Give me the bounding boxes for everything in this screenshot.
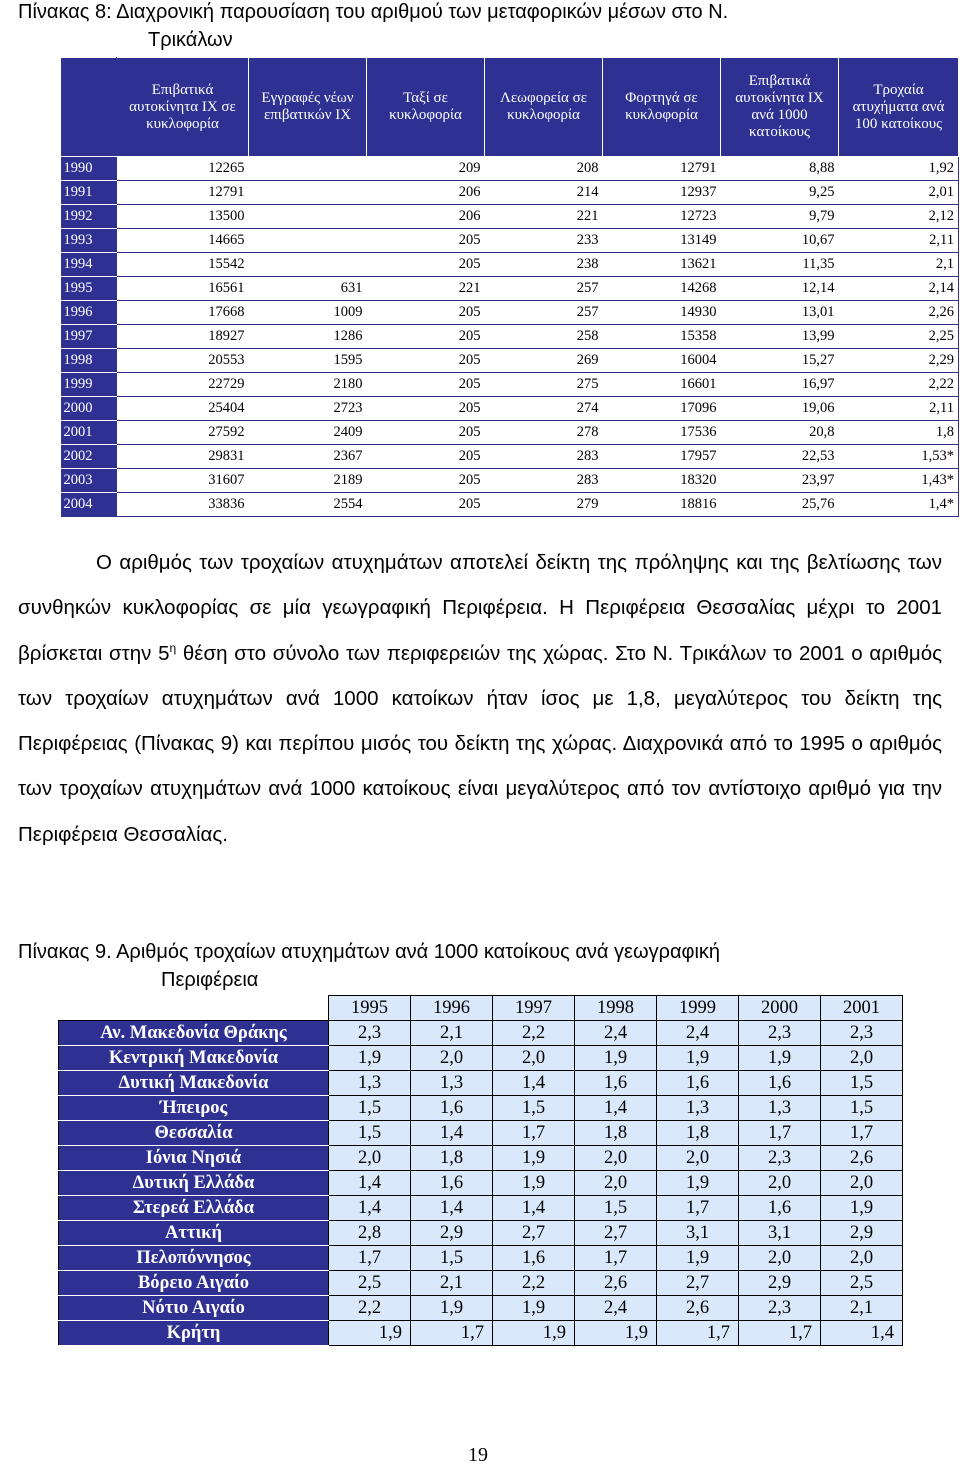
- table8-cell: 257: [485, 277, 603, 301]
- table8-cell: 283: [485, 445, 603, 469]
- table9-value-cell: 2,1: [411, 1021, 493, 1046]
- table8-year-cell: 2004: [61, 493, 117, 517]
- table8-year-cell: 2001: [61, 421, 117, 445]
- table8-cell: 15542: [117, 253, 249, 277]
- table9-value-cell: 2,8: [329, 1221, 411, 1246]
- table8-cell: 13621: [603, 253, 721, 277]
- table8-cell: 2180: [249, 373, 367, 397]
- table9-value-cell: 2,5: [329, 1271, 411, 1296]
- table8-year-cell: 1998: [61, 349, 117, 373]
- table8-cell: 13500: [117, 205, 249, 229]
- table9-value-cell: 2,3: [821, 1021, 903, 1046]
- table8-header-row: [61, 58, 959, 157]
- table8-cell: 2554: [249, 493, 367, 517]
- table8-row: [61, 157, 959, 181]
- table9-value-cell: 2,0: [821, 1246, 903, 1271]
- table9-row: [59, 1321, 903, 1346]
- table8-cell: 25,76: [721, 493, 839, 517]
- table9-value-cell: 1,6: [739, 1196, 821, 1221]
- table9-row: [59, 1046, 903, 1071]
- table9-value-cell: 1,9: [821, 1196, 903, 1221]
- table9-region-cell: Αττική: [59, 1221, 329, 1246]
- table8-year-cell: 1991: [61, 181, 117, 205]
- table8-cell: 214: [485, 181, 603, 205]
- table9-value-cell: 2,5: [821, 1271, 903, 1296]
- table8-cell: 29831: [117, 445, 249, 469]
- table8-cell: 2,1: [839, 253, 959, 277]
- table9-region-cell: Στερεά Ελλάδα: [59, 1196, 329, 1221]
- table9-row: [59, 1171, 903, 1196]
- table9-value-cell: 2,7: [657, 1271, 739, 1296]
- table8-cell: 12791: [603, 157, 721, 181]
- table8-cell: 2723: [249, 397, 367, 421]
- table9-value-cell: 2,1: [411, 1271, 493, 1296]
- table9-regions: [58, 995, 903, 1346]
- table9-value-cell: 1,9: [575, 1046, 657, 1071]
- table8-column-header: Επιβατικά αυτοκίνητα ΙΧ σε κυκλοφορία: [117, 58, 249, 157]
- table8-year-cell: 2003: [61, 469, 117, 493]
- table8-year-cell: 1994: [61, 253, 117, 277]
- table8-cell: 33836: [117, 493, 249, 517]
- table8-cell: [249, 253, 367, 277]
- table8-cell: 20,8: [721, 421, 839, 445]
- table9-value-cell: 1,6: [411, 1171, 493, 1196]
- table8-row: [61, 253, 959, 277]
- table8-cell: 275: [485, 373, 603, 397]
- table9-value-cell: 1,4: [493, 1071, 575, 1096]
- table8-cell: 16004: [603, 349, 721, 373]
- table9-value-cell: 1,3: [329, 1071, 411, 1096]
- table9-row: [59, 1121, 903, 1146]
- table8-cell: 15,27: [721, 349, 839, 373]
- table8-cell: 2,29: [839, 349, 959, 373]
- table8-cell: 12265: [117, 157, 249, 181]
- table9-region-cell: Κεντρική Μακεδονία: [59, 1046, 329, 1071]
- table8-cell: 14665: [117, 229, 249, 253]
- table8-cell: 10,67: [721, 229, 839, 253]
- table8-row: [61, 493, 959, 517]
- table9-year-header: 2001: [821, 996, 903, 1021]
- table9-value-cell: 2,3: [739, 1146, 821, 1171]
- table9-value-cell: 2,2: [329, 1296, 411, 1321]
- table9-value-cell: 1,5: [493, 1096, 575, 1121]
- table8-cell: 17536: [603, 421, 721, 445]
- table8-column-header: Επιβατικά αυτοκίνητα ΙΧ ανά 1000 κατοίκους: [721, 58, 839, 157]
- table9-value-cell: 1,8: [575, 1121, 657, 1146]
- table9-value-cell: 2,0: [411, 1046, 493, 1071]
- table9-year-header: 1999: [657, 996, 739, 1021]
- table8-cell: 205: [367, 349, 485, 373]
- table8-column-header: Τροχαία ατυχήματα ανά 100 κατοίκους: [839, 58, 959, 157]
- table8-cell: 2,22: [839, 373, 959, 397]
- table8-cell: 1,4*: [839, 493, 959, 517]
- table8-cell: 14930: [603, 301, 721, 325]
- table8-row: [61, 373, 959, 397]
- table8-year-cell: 2000: [61, 397, 117, 421]
- table8-cell: 1286: [249, 325, 367, 349]
- paragraph-text-part1: Ο αριθμός των τροχαίων ατυχημάτων αποτελεί δείκτη της πρόληψης και της βελτίωσης των συνθηκών κυκλοφορίας σε μία γεωγραφική Περιφέρεια. Η Περιφέρεια Θεσσαλίας μέχρι το 2001 βρίσκεται στην 5: [18, 551, 942, 665]
- table9-body: [59, 1021, 903, 1346]
- table8-cell: 23,97: [721, 469, 839, 493]
- table8-cell: 269: [485, 349, 603, 373]
- table9-header-row: [59, 996, 903, 1021]
- table8-year-cell: 1993: [61, 229, 117, 253]
- paragraph-text-part2: θέση στο σύνολο των περιφερειών της χώρας. Στο Ν. Τρικάλων το 2001 ο αριθμός των τροχαίων ατυχημάτων ανά 1000 κατοίκων ήταν ίσος με 1,8, μεγαλύτερος του δείκτη της Περιφέρειας (Πίνακας 9) και περίπου μισός του δείκτη της χώρας. Διαχρονικά από το 1995 ο αριθμός των τροχαίων ατυχημάτων ανά 1000 κατοίκους είναι μεγαλύτερος από τον αντίστοιχο αριθμό για την Περιφέρεια Θεσσαλίας.: [18, 641, 942, 846]
- table8-cell: 205: [367, 229, 485, 253]
- table9-value-cell: 1,9: [739, 1046, 821, 1071]
- table8-cell: 8,88: [721, 157, 839, 181]
- table9-row: [59, 1296, 903, 1321]
- table9-value-cell: 2,9: [411, 1221, 493, 1246]
- table9-value-cell: 2,7: [575, 1221, 657, 1246]
- table8-cell: 205: [367, 421, 485, 445]
- table9-value-cell: 1,6: [411, 1096, 493, 1121]
- table8-cell: 16601: [603, 373, 721, 397]
- table9-corner-cell: [59, 996, 329, 1021]
- table9-value-cell: 1,4: [575, 1096, 657, 1121]
- table9-value-cell: 1,7: [575, 1246, 657, 1271]
- table9-value-cell: 1,7: [493, 1121, 575, 1146]
- ordinal-superscript: η: [169, 640, 177, 655]
- table9-value-cell: 1,7: [657, 1321, 739, 1346]
- table9-row: [59, 1071, 903, 1096]
- table8-cell: 19,06: [721, 397, 839, 421]
- table8-cell: 221: [485, 205, 603, 229]
- table8-cell: 13149: [603, 229, 721, 253]
- table8-cell: 12723: [603, 205, 721, 229]
- table9-value-cell: 1,5: [821, 1096, 903, 1121]
- table8-cell: 2,12: [839, 205, 959, 229]
- table8-year-cell: 1999: [61, 373, 117, 397]
- table8-year-cell: 1990: [61, 157, 117, 181]
- table8-cell: 1,92: [839, 157, 959, 181]
- table8-cell: 208: [485, 157, 603, 181]
- table9-value-cell: 2,0: [821, 1046, 903, 1071]
- table9-value-cell: 2,4: [575, 1021, 657, 1046]
- table8-cell: 2,14: [839, 277, 959, 301]
- table9-value-cell: 2,0: [739, 1171, 821, 1196]
- table8-corner-cell: [61, 58, 117, 157]
- table9-value-cell: 1,6: [493, 1246, 575, 1271]
- table9-value-cell: 2,3: [739, 1021, 821, 1046]
- table9-row: [59, 1271, 903, 1296]
- table9-value-cell: 2,6: [821, 1146, 903, 1171]
- table8-cell: 2409: [249, 421, 367, 445]
- table9-value-cell: 1,7: [329, 1246, 411, 1271]
- table8-row: [61, 397, 959, 421]
- table8-cell: 206: [367, 181, 485, 205]
- table8-row: [61, 349, 959, 373]
- table9-value-cell: 1,4: [411, 1196, 493, 1221]
- table8-cell: 205: [367, 301, 485, 325]
- table9-value-cell: 1,4: [411, 1121, 493, 1146]
- table9-value-cell: 2,9: [739, 1271, 821, 1296]
- table9-value-cell: 2,0: [575, 1146, 657, 1171]
- table9-value-cell: 1,9: [329, 1321, 411, 1346]
- table8-row: [61, 181, 959, 205]
- table9-region-cell: Δυτική Μακεδονία: [59, 1071, 329, 1096]
- table8-cell: 2,11: [839, 397, 959, 421]
- table9-region-cell: Δυτική Ελλάδα: [59, 1171, 329, 1196]
- table9-value-cell: 2,3: [739, 1296, 821, 1321]
- table8-cell: 16561: [117, 277, 249, 301]
- table8-cell: 22729: [117, 373, 249, 397]
- table9-value-cell: 1,3: [411, 1071, 493, 1096]
- table9-value-cell: 2,3: [329, 1021, 411, 1046]
- table8-cell: 205: [367, 493, 485, 517]
- table8-title-continued: Τρικάλων: [148, 29, 233, 51]
- table9-region-cell: Νότιο Αιγαίο: [59, 1296, 329, 1321]
- table8-cell: 2367: [249, 445, 367, 469]
- table9-year-header: 1995: [329, 996, 411, 1021]
- table9-value-cell: 2,0: [575, 1171, 657, 1196]
- table8-year-cell: 1995: [61, 277, 117, 301]
- table9-caption: Πίνακας 9. Αριθμός τροχαίων ατυχημάτων ανά 1000 κατοίκους ανά γεωγραφική: [18, 941, 721, 963]
- table9-value-cell: 1,6: [739, 1071, 821, 1096]
- table9-value-cell: 2,2: [493, 1021, 575, 1046]
- table8-year-cell: 1996: [61, 301, 117, 325]
- table8-column-header: Φορτηγά σε κυκλοφορία: [603, 58, 721, 157]
- table8-cell: 205: [367, 445, 485, 469]
- table8-cell: 257: [485, 301, 603, 325]
- table8-cell: 283: [485, 469, 603, 493]
- table9-value-cell: 1,9: [657, 1246, 739, 1271]
- table8-cell: 1,53*: [839, 445, 959, 469]
- table8-cell: [249, 157, 367, 181]
- table8-cell: 631: [249, 277, 367, 301]
- table9-value-cell: 2,1: [821, 1296, 903, 1321]
- table9-year-header: 1998: [575, 996, 657, 1021]
- table8-cell: 274: [485, 397, 603, 421]
- analysis-paragraph: [18, 540, 942, 857]
- table8-column-header: Λεωφορεία σε κυκλοφορία: [485, 58, 603, 157]
- table8-year-cell: 2002: [61, 445, 117, 469]
- table9-row: [59, 1221, 903, 1246]
- table9-value-cell: 2,6: [657, 1296, 739, 1321]
- table9-value-cell: 2,0: [329, 1146, 411, 1171]
- table9-year-header: 2000: [739, 996, 821, 1021]
- table9-caption-continued: Περιφέρεια: [161, 969, 259, 991]
- table9-value-cell: 1,5: [329, 1096, 411, 1121]
- page-number: 19: [468, 1444, 488, 1466]
- table9-row: [59, 1246, 903, 1271]
- table8-cell: 17096: [603, 397, 721, 421]
- table8-row: [61, 445, 959, 469]
- table9-row: [59, 1096, 903, 1121]
- table8-cell: 12,14: [721, 277, 839, 301]
- table8-cell: 205: [367, 373, 485, 397]
- table8-cell: 17957: [603, 445, 721, 469]
- table9-value-cell: 2,0: [821, 1171, 903, 1196]
- table8-cell: 206: [367, 205, 485, 229]
- table8-row: [61, 421, 959, 445]
- table9-value-cell: 2,7: [493, 1221, 575, 1246]
- table8-cell: 2,11: [839, 229, 959, 253]
- table9-region-cell: Ιόνια Νησιά: [59, 1146, 329, 1171]
- table9-value-cell: 1,9: [493, 1296, 575, 1321]
- table8-cell: 238: [485, 253, 603, 277]
- table9-value-cell: 1,4: [493, 1196, 575, 1221]
- table9-value-cell: 1,9: [493, 1146, 575, 1171]
- table8-cell: 1,8: [839, 421, 959, 445]
- table9-value-cell: 1,5: [329, 1121, 411, 1146]
- table9-value-cell: 1,5: [575, 1196, 657, 1221]
- table9-value-cell: 2,6: [575, 1271, 657, 1296]
- table8-cell: [249, 181, 367, 205]
- table9-value-cell: 1,9: [493, 1171, 575, 1196]
- table9-value-cell: 2,9: [821, 1221, 903, 1246]
- table8-cell: 27592: [117, 421, 249, 445]
- table8-cell: 13,99: [721, 325, 839, 349]
- table9-year-header: 1996: [411, 996, 493, 1021]
- table8-cell: 1595: [249, 349, 367, 373]
- table8-vehicles: [60, 57, 959, 517]
- table9-value-cell: 1,4: [329, 1196, 411, 1221]
- table9-value-cell: 2,2: [493, 1271, 575, 1296]
- table9-value-cell: 2,4: [657, 1021, 739, 1046]
- table9-value-cell: 1,4: [329, 1171, 411, 1196]
- table8-column-header: Εγγραφές νέων επιβατικών ΙΧ: [249, 58, 367, 157]
- table9-value-cell: 2,0: [739, 1246, 821, 1271]
- table8-cell: 18927: [117, 325, 249, 349]
- table8-cell: 12791: [117, 181, 249, 205]
- table9-value-cell: 1,9: [493, 1321, 575, 1346]
- table9-value-cell: 1,4: [821, 1321, 903, 1346]
- table8-cell: 11,35: [721, 253, 839, 277]
- table8-cell: 25404: [117, 397, 249, 421]
- table8-cell: 12937: [603, 181, 721, 205]
- table8-cell: 22,53: [721, 445, 839, 469]
- table9-value-cell: 1,8: [411, 1146, 493, 1171]
- table9-value-cell: 3,1: [739, 1221, 821, 1246]
- table9-region-cell: Κρήτη: [59, 1321, 329, 1346]
- table8-cell: 18320: [603, 469, 721, 493]
- table9-region-cell: Βόρειο Αιγαίο: [59, 1271, 329, 1296]
- table9-value-cell: 1,9: [657, 1046, 739, 1071]
- table8-row: [61, 325, 959, 349]
- table8-cell: 221: [367, 277, 485, 301]
- table8-row: [61, 277, 959, 301]
- table9-value-cell: 1,6: [657, 1071, 739, 1096]
- table9-region-cell: Πελοπόννησος: [59, 1246, 329, 1271]
- table8-cell: 2,25: [839, 325, 959, 349]
- table8-cell: 2,01: [839, 181, 959, 205]
- table9-value-cell: 1,7: [411, 1321, 493, 1346]
- table9-region-cell: Ήπειρος: [59, 1096, 329, 1121]
- table8-cell: 9,79: [721, 205, 839, 229]
- table9-value-cell: 2,4: [575, 1296, 657, 1321]
- table8-cell: 205: [367, 325, 485, 349]
- table9-value-cell: 1,5: [411, 1246, 493, 1271]
- table8-year-cell: 1992: [61, 205, 117, 229]
- table9-value-cell: 1,7: [739, 1321, 821, 1346]
- table8-cell: 233: [485, 229, 603, 253]
- table9-row: [59, 1021, 903, 1046]
- table9-value-cell: 1,7: [821, 1121, 903, 1146]
- table9-value-cell: 1,3: [657, 1096, 739, 1121]
- table9-value-cell: 2,0: [657, 1146, 739, 1171]
- table9-value-cell: 1,7: [739, 1121, 821, 1146]
- table9-value-cell: 1,9: [329, 1046, 411, 1071]
- table8-cell: 2189: [249, 469, 367, 493]
- table8-cell: 258: [485, 325, 603, 349]
- table8-cell: 14268: [603, 277, 721, 301]
- table9-year-header: 1997: [493, 996, 575, 1021]
- table8-cell: 18816: [603, 493, 721, 517]
- table9-region-cell: Αν. Μακεδονία Θράκης: [59, 1021, 329, 1046]
- table8-row: [61, 205, 959, 229]
- table9-value-cell: 1,9: [575, 1321, 657, 1346]
- table8-title: Πίνακας 8: Διαχρονική παρουσίαση του αριθμού των μεταφορικών μέσων στο Ν.: [18, 1, 729, 23]
- table8-column-header: Ταξί σε κυκλοφορία: [367, 58, 485, 157]
- table9-value-cell: 1,8: [657, 1121, 739, 1146]
- table8-row: [61, 229, 959, 253]
- table9-region-cell: Θεσσαλία: [59, 1121, 329, 1146]
- table9-row: [59, 1146, 903, 1171]
- table9-value-cell: 1,9: [657, 1171, 739, 1196]
- table8-row: [61, 301, 959, 325]
- table9-value-cell: 1,5: [821, 1071, 903, 1096]
- table9-value-cell: 1,6: [575, 1071, 657, 1096]
- table8-cell: 2,26: [839, 301, 959, 325]
- table9-value-cell: 1,3: [739, 1096, 821, 1121]
- table8-cell: 15358: [603, 325, 721, 349]
- table8-cell: 16,97: [721, 373, 839, 397]
- table8-cell: 1,43*: [839, 469, 959, 493]
- table8-cell: 205: [367, 253, 485, 277]
- table8-cell: 9,25: [721, 181, 839, 205]
- table8-cell: 17668: [117, 301, 249, 325]
- table9-row: [59, 1196, 903, 1221]
- table9-value-cell: 1,9: [411, 1296, 493, 1321]
- table8-cell: 278: [485, 421, 603, 445]
- table8-cell: [249, 205, 367, 229]
- table8-body: [61, 157, 959, 517]
- table8-cell: 205: [367, 469, 485, 493]
- table8-cell: 20553: [117, 349, 249, 373]
- table9-value-cell: 2,0: [493, 1046, 575, 1071]
- table8-cell: 209: [367, 157, 485, 181]
- table9-value-cell: 1,7: [657, 1196, 739, 1221]
- table8-row: [61, 469, 959, 493]
- table9-value-cell: 3,1: [657, 1221, 739, 1246]
- table8-cell: 1009: [249, 301, 367, 325]
- table8-cell: [249, 229, 367, 253]
- table8-cell: 205: [367, 397, 485, 421]
- table8-cell: 31607: [117, 469, 249, 493]
- table8-cell: 279: [485, 493, 603, 517]
- table8-year-cell: 1997: [61, 325, 117, 349]
- table8-cell: 13,01: [721, 301, 839, 325]
